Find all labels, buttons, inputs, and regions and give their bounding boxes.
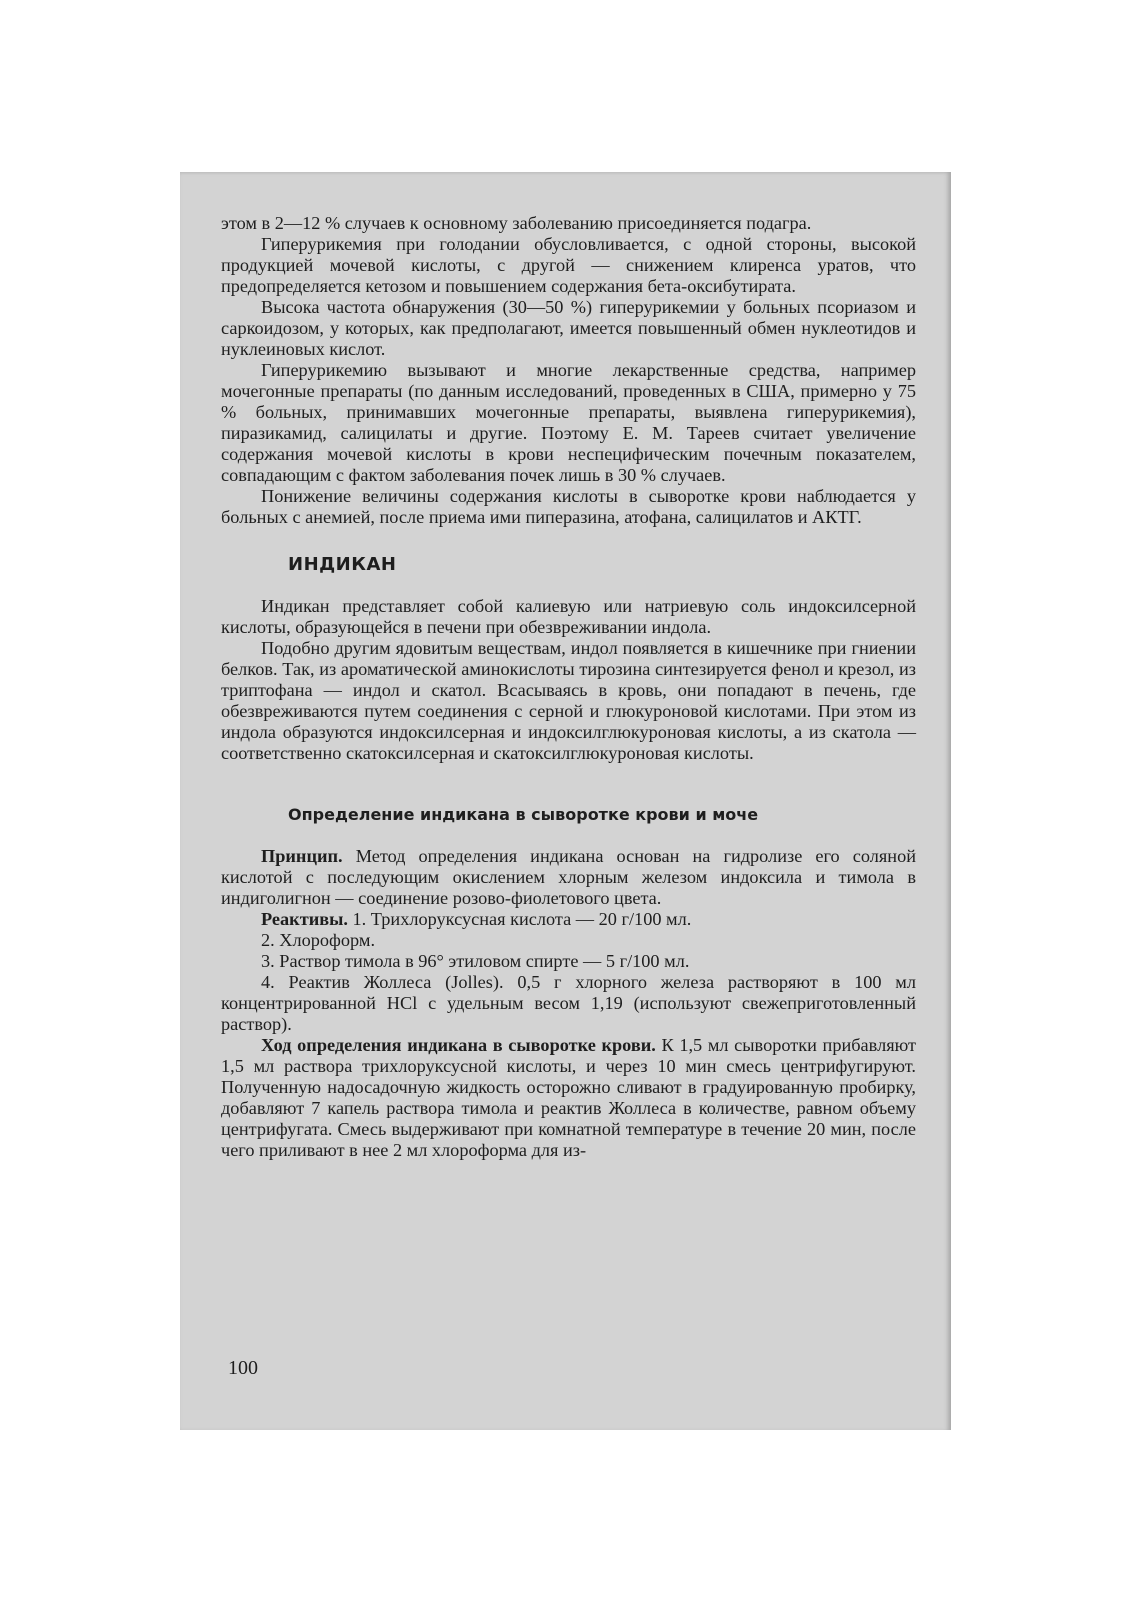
reagent-4: 4. Реактив Жоллеса (Jolles). 0,5 г хлорного железа растворяют в 100 мл концентрированной HCl с удельным весом 1,19 (используют свежеприготовленный раствор). (221, 972, 916, 1034)
paragraph-psoriasis: Высока частота обнаружения (30—50 %) гиперурикемии у больных псориазом и саркоидозом, у которых, как предполагают, имеется повышенный обмен нуклеотидов и нуклеиновых кислот. (221, 297, 916, 359)
paragraph-fasting: Гиперурикемия при голодании обусловливается, с одной стороны, высокой продукцией мочевой кислоты, с другой — снижением клиренса уратов, что предопределяется кетозом и повышением содержания бета-оксибутирата. (221, 234, 916, 296)
reagent-2: 2. Хлороформ. (261, 930, 376, 950)
scanned-page (180, 172, 951, 1430)
paragraph-decrease: Понижение величины содержания кислоты в сыворотке крови наблюдается у больных с анемией, после приема ими пиперазина, атофана, салицилатов и АКТГ. (221, 486, 916, 527)
paragraph-indican-definition: Индикан представляет собой калиевую или натриевую соль индоксилсерной кислоты, образующейся в печени при обезвреживании индола. (221, 596, 916, 637)
section-heading-indican: ИНДИКАН (288, 554, 397, 575)
page-body (221, 213, 916, 1161)
procedure-text: К 1,5 мл сыворотки прибавляют 1,5 мл раствора трихлоруксусной кислоты, и через 10 мин смесь центрифугируют. Полученную надосадочную жидкость осторожно сливают в градуированную пробирку, добавляют 7 капель раствора тимола и реактив Жоллеса в количестве, равном объему центрифугата. Смесь выдерживают при комнатной температуре в течение 20 мин, после чего приливают в нее 2 мл хлороформа для из- (221, 1035, 917, 1160)
reagent-1: 1. Трихлоруксусная кислота — 20 г/100 мл. (347, 909, 692, 929)
paragraph-procedure (221, 1035, 916, 1161)
procedure-label: Ход определения индикана в сыворотке крови. (261, 1035, 656, 1055)
page-number: 100 (228, 1357, 258, 1379)
paragraph-indican-origin: Подобно другим ядовитым веществам, индол появляется в кишечнике при гниении белков. Так, из ароматической аминокислоты тирозина синтезируется фенол и крезол, из триптофана — индол и скатол. Всасываясь в кровь, они попадают в печень, где обезвреживаются путем соединения с серной и глюкуроновой кислотами. При этом из индола образуются индоксилсерная и индоксилглюкуроновая кислоты, а из скатола — соответственно скатоксилсерная и скатоксилглюкуроновая кислоты. (221, 638, 916, 763)
principle-text: Метод определения индикана основан на гидролизе его соляной кислотой с последующим окислением хлорным железом индоксила и тимола в индиголигнон — соединение розово-фиолетового цвета. (221, 846, 916, 908)
reagents-label: Реактивы. (261, 909, 348, 929)
sub-heading-method: Определение индикана в сыворотке крови и моче (288, 805, 759, 824)
paragraph-intro: этом в 2—12 % случаев к основному заболеванию присоединяется подагра. (221, 213, 812, 233)
paragraph-reagents (221, 909, 916, 930)
reagent-3: 3. Раствор тимола в 96° этиловом спирте — 5 г/100 мл. (261, 951, 690, 971)
principle-label: Принцип. (261, 846, 343, 866)
paragraph-principle (221, 846, 916, 909)
paragraph-drugs: Гиперурикемию вызывают и многие лекарственные средства, например мочегонные препараты (по данным исследований, проведенных в США, примерно у 75 % больных, принимавших мочегонные препараты, выявлена гиперурикемия), пиразикамид, салицилаты и другие. Поэтому Е. М. Тареев считает увеличение содержания мочевой кислоты в крови неспецифическим почечным показателем, совпадающим с фактом заболевания почек лишь в 30 % случаев. (221, 360, 916, 485)
